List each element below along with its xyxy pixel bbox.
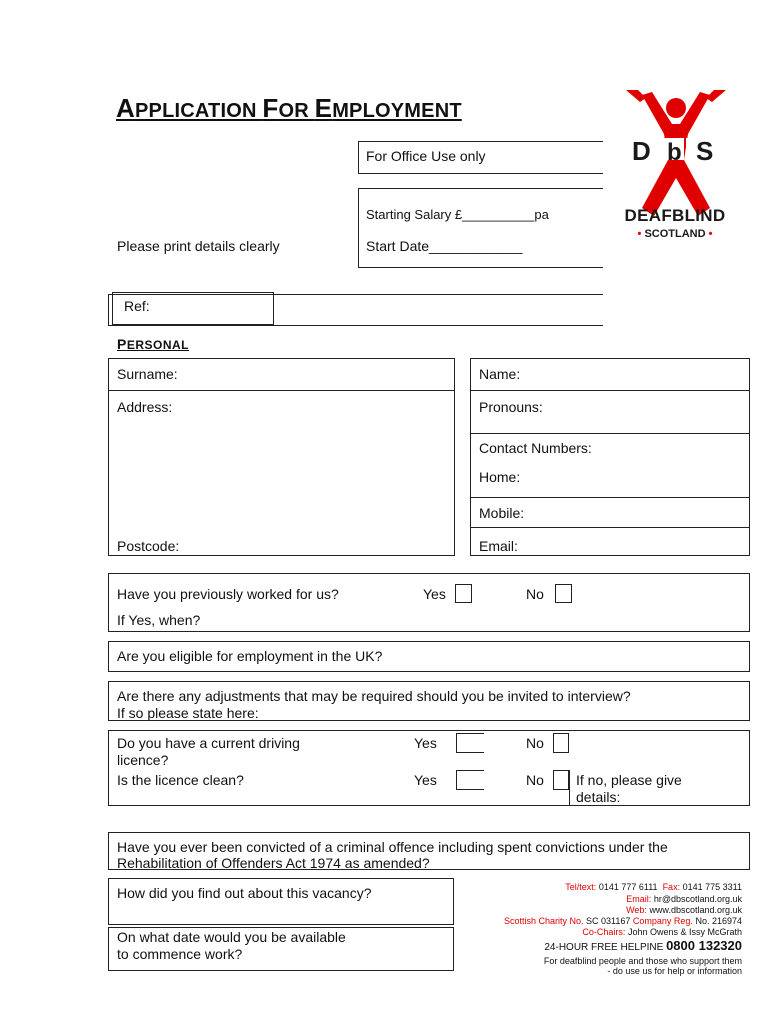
logo-letter-b: b bbox=[667, 139, 682, 166]
previous-work-when-label: If Yes, when? bbox=[117, 612, 201, 628]
logo-letter-d: D bbox=[632, 136, 651, 166]
mobile-label: Mobile: bbox=[479, 505, 525, 521]
driving-no-label: No bbox=[526, 735, 544, 751]
previous-work-yes-checkbox[interactable] bbox=[455, 584, 472, 603]
email-label: Email: bbox=[479, 538, 518, 554]
footer-web: Web: www.dbscotland.org.uk bbox=[626, 905, 742, 915]
page-title: APPLICATION FOR EMPLOYMENT bbox=[116, 93, 462, 123]
section-heading-personal: PERSONAL bbox=[117, 336, 190, 352]
ref-label: Ref: bbox=[124, 298, 150, 314]
footer-registration: Scottish Charity No. SC 031167 Company Reg. No. 216974 bbox=[503, 916, 742, 926]
adjustments-question: Are there any adjustments that may be required should you be invited to interview? bbox=[117, 688, 631, 704]
footer-helpline: 24-HOUR FREE HELPINE 0800 132320 bbox=[544, 938, 742, 953]
postcode-label: Postcode: bbox=[117, 538, 180, 554]
licence-clean-question: Is the licence clean? bbox=[117, 772, 244, 788]
commence-date-question: On what date would you be available to commence work? bbox=[117, 929, 346, 962]
vacancy-source-question: How did you find out about this vacancy? bbox=[117, 885, 372, 901]
licence-clean-no-checkbox[interactable] bbox=[553, 770, 569, 790]
surname-label: Surname: bbox=[117, 366, 178, 382]
previous-work-question: Have you previously worked for us? bbox=[117, 586, 339, 602]
previous-work-no-label: No bbox=[526, 586, 544, 602]
adjustments-instruction: If so please state here: bbox=[117, 705, 259, 721]
licence-clean-yes-checkbox[interactable] bbox=[456, 770, 484, 790]
logo-letter-s: S bbox=[696, 136, 714, 166]
contact-numbers-label: Contact Numbers: bbox=[479, 440, 592, 456]
starting-salary-field[interactable]: Starting Salary £__________pa bbox=[366, 207, 549, 222]
driving-yes-checkbox[interactable] bbox=[456, 733, 484, 753]
footer-cochairs: Co-Chairs: John Owens & Issy McGrath bbox=[582, 927, 742, 937]
footer-phone: Tel/text: 0141 777 6111 Fax: 0141 775 3311 bbox=[565, 882, 742, 892]
pronouns-label: Pronouns: bbox=[479, 399, 543, 415]
footer-tagline-1: For deafblind people and those who support them bbox=[543, 956, 742, 966]
driving-no-checkbox[interactable] bbox=[553, 733, 569, 753]
home-phone-label: Home: bbox=[479, 469, 521, 485]
licence-details-instruction: If no, please give details: bbox=[576, 772, 682, 805]
driving-yes-label: Yes bbox=[414, 735, 437, 751]
name-label: Name: bbox=[479, 366, 521, 382]
logo-name: DEAFBLIND bbox=[624, 206, 726, 225]
previous-work-yes-label: Yes bbox=[423, 586, 446, 602]
dbs-logo-icon bbox=[612, 90, 740, 250]
logo-subtitle: • SCOTLAND • bbox=[637, 228, 713, 240]
licence-clean-yes-label: Yes bbox=[414, 772, 437, 788]
address-label: Address: bbox=[117, 399, 173, 415]
licence-clean-no-label: No bbox=[526, 772, 544, 788]
eligibility-question: Are you eligible for employment in the UK? bbox=[117, 648, 383, 664]
convictions-act: Rehabilitation of Offenders Act 1974 as amended? bbox=[117, 855, 430, 871]
office-details-box bbox=[358, 188, 603, 268]
convictions-question: Have you ever been convicted of a criminal offence including spent convictions under the bbox=[117, 839, 668, 855]
office-use-label: For Office Use only bbox=[366, 148, 486, 164]
footer-tagline-2: - do use us for help or information bbox=[607, 966, 742, 976]
licence-details-divider bbox=[569, 770, 570, 806]
footer-email: Email: hr@dbscotland.org.uk bbox=[626, 894, 742, 904]
driving-licence-question: Do you have a current driving licence? bbox=[117, 735, 300, 768]
print-instruction: Please print details clearly bbox=[117, 238, 280, 254]
previous-work-no-checkbox[interactable] bbox=[555, 584, 572, 603]
start-date-field[interactable]: Start Date____________ bbox=[366, 238, 523, 254]
